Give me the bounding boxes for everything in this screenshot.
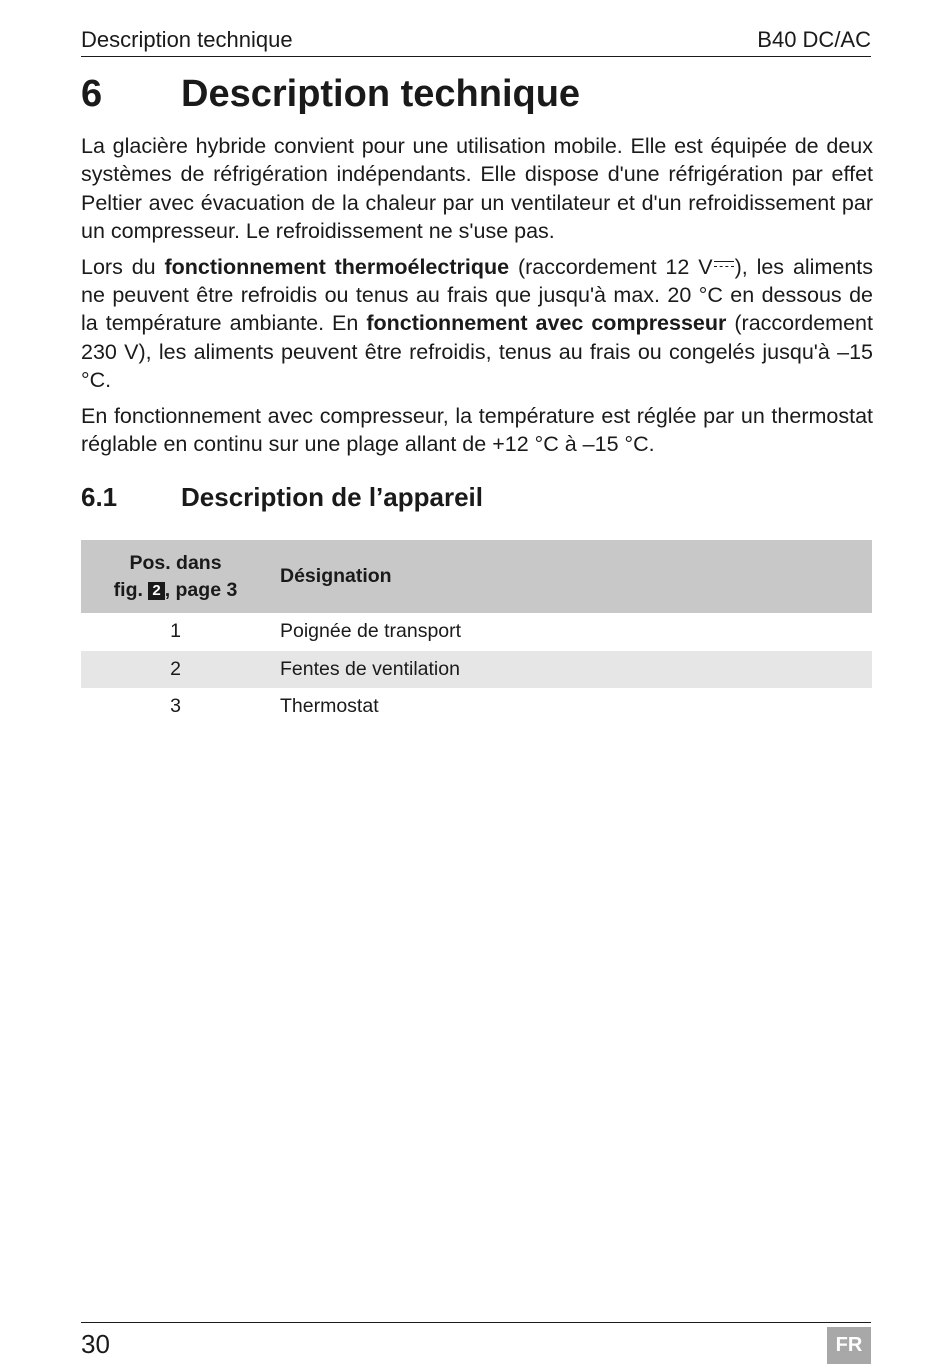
- row-position: 3: [170, 695, 181, 718]
- term-thermoelectric: fonctionnement thermoélectrique: [164, 254, 510, 279]
- p2-text-2: (raccordement 12 V: [509, 254, 713, 279]
- row-designation: Fentes de ventilation: [270, 651, 872, 689]
- running-header: [81, 26, 871, 57]
- parts-table: [81, 540, 872, 726]
- table-row: [81, 613, 872, 651]
- row-position: 2: [81, 651, 270, 689]
- p2-text-4: (raccordement 230 V), les aliments peuvent être refroidis, tenus au frais ou congelés jusqu'à –15 °C.: [81, 311, 873, 393]
- table-row: [81, 651, 872, 689]
- column-header-position-line1: Pos. dans: [129, 551, 222, 574]
- page-footer: [81, 1322, 871, 1366]
- chapter-title-text: Description technique: [181, 73, 581, 115]
- column-header-page-ref: , page 3: [164, 578, 238, 601]
- table-header-row: [81, 540, 872, 613]
- p2-text-1: Lors du: [81, 254, 165, 279]
- section-number: 6.1: [81, 482, 118, 512]
- page-number: 30: [81, 1329, 110, 1359]
- paragraph-intro: La glacière hybride convient pour une utilisation mobile. Elle est équipée de deux systèmes de réfrigération indépendants. Elle dispose d'une réfrigération par effet Peltier avec évacuation de la chaleur par un ventilateur et d'un refroidissement par un compresseur. Le refroidissement ne s'use pas.: [81, 134, 873, 244]
- row-designation: Poignée de transport: [280, 620, 462, 643]
- paragraph-thermostat: En fonctionnement avec compresseur, la température est réglée par un thermostat réglable en continu sur une plage allant de +12 °C à –15 °C.: [81, 403, 873, 457]
- row-designation: Thermostat: [280, 695, 379, 718]
- chapter-number: 6: [81, 73, 103, 115]
- term-compressor: fonctionnement avec compresseur: [366, 311, 727, 336]
- column-header-position: [81, 540, 270, 613]
- chapter-title: [81, 70, 580, 118]
- paragraph-operation-modes: [81, 253, 873, 395]
- section-title-text: Description de l’appareil: [181, 482, 483, 512]
- body-text: [81, 132, 873, 465]
- dc-current-icon: [714, 259, 734, 271]
- figure-number-badge: 2: [148, 582, 164, 600]
- table-row: [81, 688, 872, 726]
- column-header-designation: Désignation: [270, 540, 872, 613]
- row-position: 1: [170, 620, 181, 643]
- section-title: [81, 480, 483, 514]
- header-model-name: B40 DC/AC: [757, 27, 871, 52]
- p2-text-3: ), les aliments ne peuvent être refroidis ou tenus au frais que jusqu'à max. 20 °C en dessous de la température ambiante. En: [81, 254, 873, 336]
- column-header-fig-label: fig.: [113, 578, 143, 601]
- header-section-title: Description technique: [81, 27, 293, 52]
- language-badge: FR: [827, 1327, 871, 1364]
